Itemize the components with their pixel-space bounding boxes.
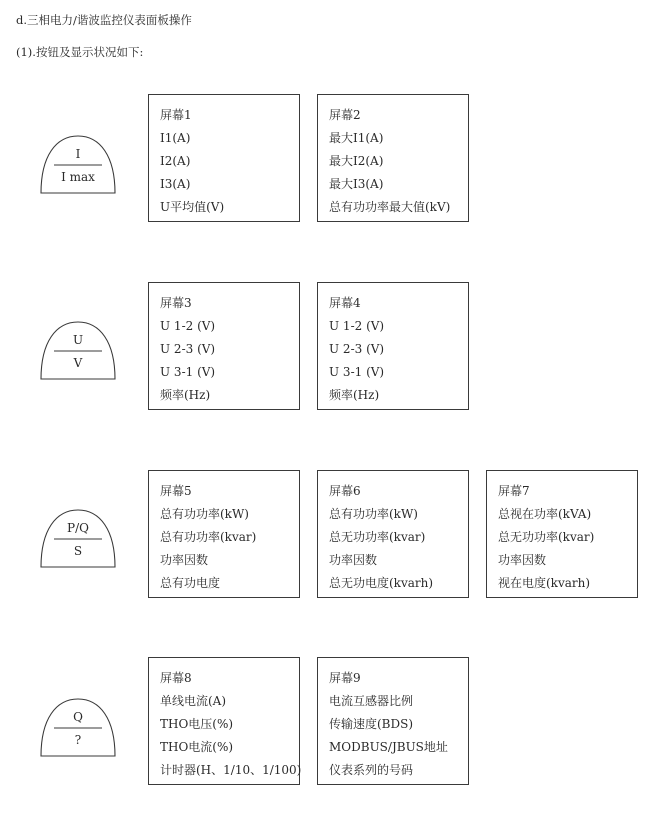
screen-line: 电流互感器比例 <box>329 694 414 708</box>
screen-title: 屏幕7 <box>498 484 530 498</box>
button-i-imax <box>40 134 116 194</box>
button-pq-s <box>40 508 116 568</box>
screen-title: 屏幕5 <box>160 484 192 498</box>
screen-line: U 1-2 (V) <box>160 319 216 333</box>
button-bottom-label: I max <box>61 170 95 184</box>
screen-line: THO电压(%) <box>160 717 234 731</box>
screen-line: U平均值(V) <box>160 200 225 214</box>
button-top-label: I <box>75 147 81 161</box>
screen-line: 总无功功率(kvar) <box>329 530 426 544</box>
screen-line: 最大I3(A) <box>329 177 384 191</box>
button-bottom-label: ? <box>74 733 82 747</box>
screen-5-box <box>148 470 300 598</box>
screen-2-box <box>317 94 469 222</box>
screen-line: 频率(Hz) <box>329 388 380 402</box>
screen-line: 最大I1(A) <box>329 131 384 145</box>
screen-line: U 1-2 (V) <box>329 319 385 333</box>
screen-line: 总有功功率最大值(kV) <box>329 200 451 214</box>
screen-title: 屏幕9 <box>329 671 361 685</box>
screen-line: I1(A) <box>160 131 191 145</box>
screen-1-box <box>148 94 300 222</box>
screen-line: U 3-1 (V) <box>160 365 216 379</box>
screen-title: 屏幕3 <box>160 296 192 310</box>
screen-line: 总无功功率(kvar) <box>498 530 595 544</box>
screen-line: 总视在功率(kVA) <box>498 507 592 521</box>
screen-line: 传输速度(BDS) <box>329 717 414 731</box>
screen-line: U 3-1 (V) <box>329 365 385 379</box>
button-top-label: U <box>72 333 84 347</box>
screen-line: 总有功电度 <box>160 576 221 590</box>
screen-title: 屏幕4 <box>329 296 361 310</box>
screen-line: MODBUS/JBUS地址 <box>329 740 448 754</box>
screen-title: 屏幕2 <box>329 108 361 122</box>
screen-line: 功率因数 <box>498 553 547 567</box>
screen-4-box <box>317 282 469 410</box>
screen-line: 总无功电度(kvarh) <box>329 576 434 590</box>
button-top-label: Q <box>73 710 83 724</box>
document-heading: d.三相电力/谐波监控仪表面板操作 <box>16 13 192 27</box>
screen-line: 计时器(H、1/10、1/100) <box>160 763 302 777</box>
screen-line: 总有功功率(kW) <box>160 507 249 521</box>
button-bottom-label: S <box>73 544 83 558</box>
button-top-label: P/Q <box>67 521 89 535</box>
button-bottom-label: V <box>73 356 83 370</box>
dome-button-icon <box>40 134 116 194</box>
screen-6-box <box>317 470 469 598</box>
document-subheading: (1).按钮及显示状况如下: <box>16 45 144 59</box>
screen-line: 功率因数 <box>160 553 209 567</box>
screen-line: 仪表系列的号码 <box>329 763 414 777</box>
screen-title: 屏幕8 <box>160 671 192 685</box>
screen-line: 功率因数 <box>329 553 378 567</box>
screen-line: 总有功功率(kvar) <box>160 530 257 544</box>
screen-line: I3(A) <box>160 177 191 191</box>
screen-line: 视在电度(kvarh) <box>498 576 591 590</box>
screen-line: 频率(Hz) <box>160 388 211 402</box>
screen-3-box <box>148 282 300 410</box>
screen-line: 总有功功率(kW) <box>329 507 418 521</box>
button-u-v <box>40 320 116 380</box>
screen-9-box <box>317 657 469 785</box>
screen-line: THO电流(%) <box>160 740 234 754</box>
screen-8-box <box>148 657 300 785</box>
screen-title: 屏幕1 <box>160 108 192 122</box>
dome-button-icon <box>40 697 116 757</box>
dome-button-icon <box>40 508 116 568</box>
screen-title: 屏幕6 <box>329 484 361 498</box>
button-q-help <box>40 697 116 757</box>
screen-line: 最大I2(A) <box>329 154 384 168</box>
screen-7-box <box>486 470 638 598</box>
screen-line: U 2-3 (V) <box>329 342 385 356</box>
screen-line: U 2-3 (V) <box>160 342 216 356</box>
dome-button-icon <box>40 320 116 380</box>
screen-line: 单线电流(A) <box>160 694 227 708</box>
screen-line: I2(A) <box>160 154 191 168</box>
